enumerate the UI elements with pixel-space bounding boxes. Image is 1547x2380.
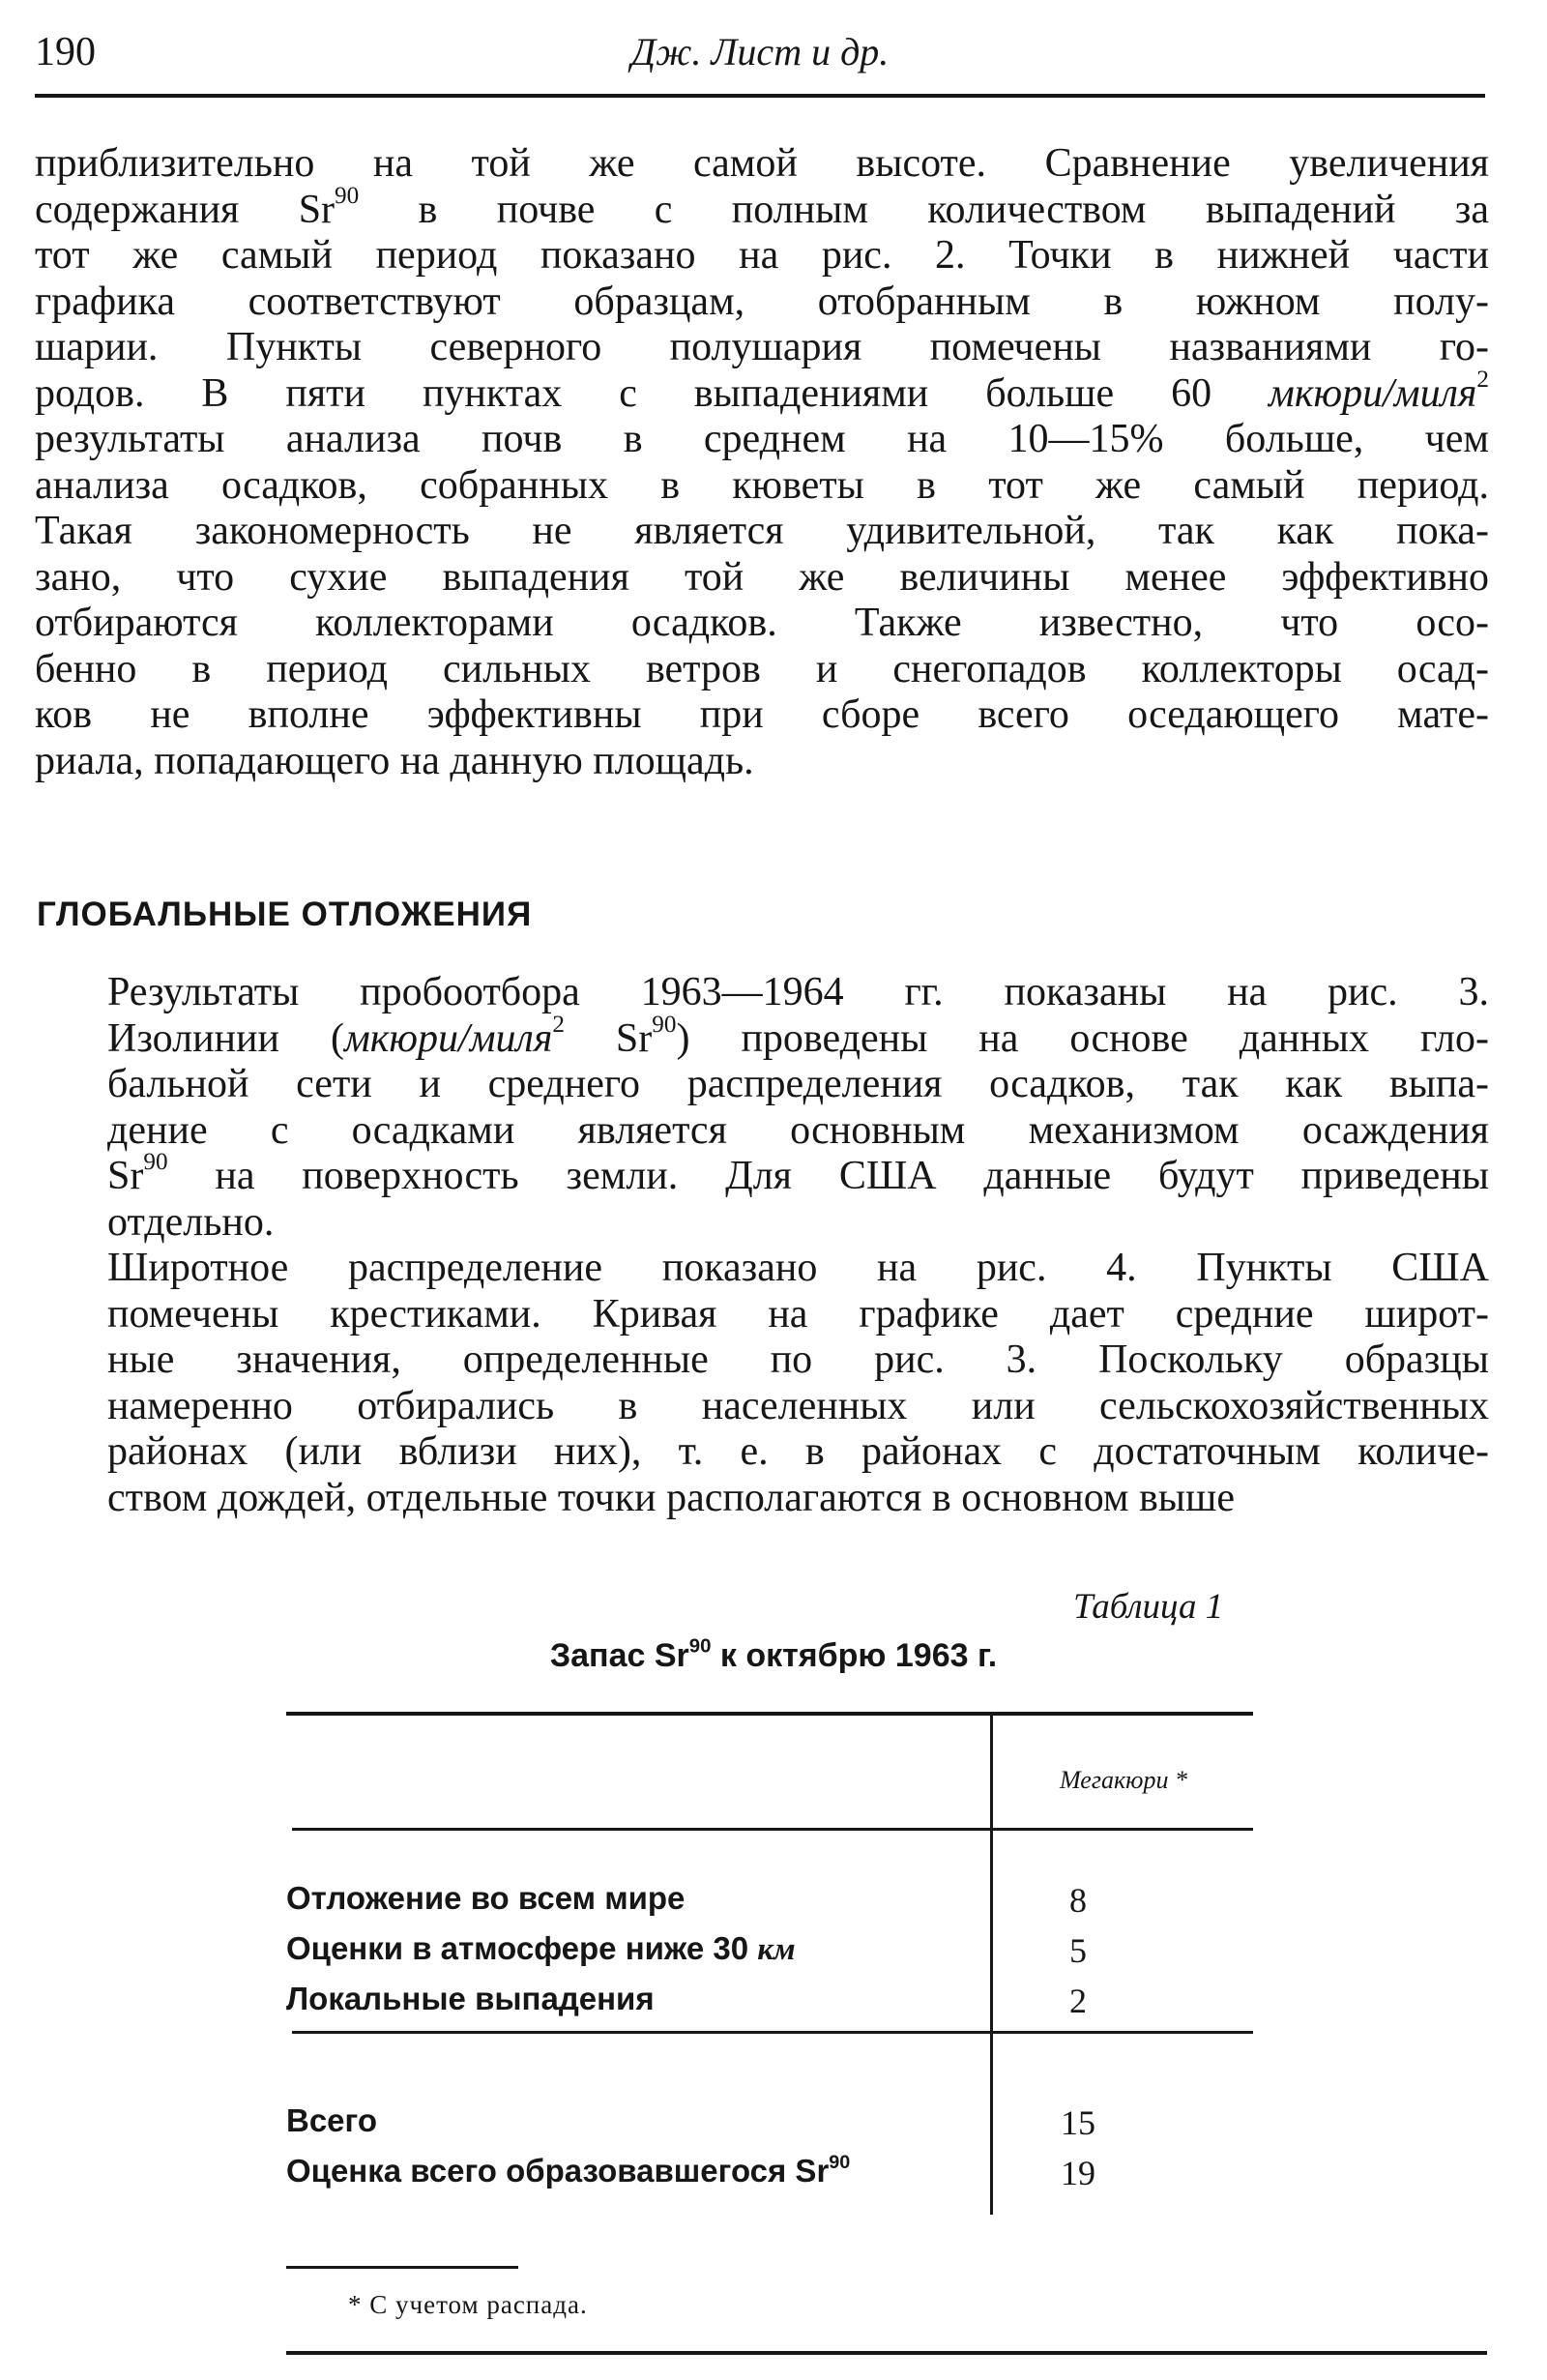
- table-row-value: 2: [1069, 1982, 1087, 2020]
- text-line: содержания Sr$^{90}$ в почве с полным количеством выпадений за: [35, 182, 1489, 232]
- data-table: [286, 1712, 1253, 2215]
- table-row-label: [286, 2153, 982, 2189]
- paragraph-3-text: [35, 1246, 1489, 1521]
- table-row-value: 19: [1061, 2154, 1095, 2192]
- text-line: бенно в период сильных ветров и снегопадов коллекторы осад-: [35, 646, 1489, 691]
- text-line: приблизительно на той же самой высоте. Сравнение увеличения: [35, 141, 1489, 186]
- text-line: отдельно.: [107, 1199, 275, 1245]
- text-line: ков не вполне эффективны при сборе всего оседающего мате-: [35, 692, 1489, 737]
- running-title: Дж. Лист и др.: [630, 30, 890, 73]
- table-row-value: 15: [1061, 2103, 1095, 2142]
- paragraph-2-text: [35, 970, 1489, 1246]
- text-line: риала, попадающего на данную площадь.: [35, 738, 754, 783]
- table-row-label: Отложение во всем мире: [286, 1880, 686, 1916]
- table-top-rule: [286, 1712, 1253, 1716]
- text-line: помечены крестиками. Кривая на графике дает средние широт-: [107, 1291, 1489, 1337]
- paragraph-1-text: [35, 141, 1489, 784]
- table-row-value: 8: [1069, 1881, 1087, 1920]
- table-header-rule: [292, 1828, 1253, 1831]
- text-line: шарии. Пункты северного полушария помечены названиями го-: [35, 325, 1489, 369]
- table-subtotal-rule: [292, 2031, 1253, 2034]
- text-line: графика соответствуют образцам, отобранным в южном полу-: [35, 279, 1489, 324]
- text-line: бальной сети и среднего распределения осадков, так как выпа-: [107, 1062, 1489, 1106]
- text-line: дение с осадками является основным механизмом осаждения: [107, 1107, 1489, 1153]
- table-row-value: 5: [1069, 1931, 1087, 1970]
- text-line: намеренно отбирались в населенных или сельскохозяйственных: [107, 1383, 1489, 1428]
- text-line: родов. В пяти пунктах с выпадениями больше 60 мкюри/миля$^2$: [35, 366, 1489, 416]
- table-row-label: [286, 1930, 982, 1968]
- table-footer-divider: [990, 2033, 993, 2215]
- footnote-rule: [286, 2266, 518, 2269]
- table-title: [0, 1637, 1547, 1675]
- text-line: Такая закономерность не является удивительной, так как пока-: [35, 509, 1489, 553]
- text-line: Широтное распределение показано на рис. 4. Пункты США: [107, 1246, 1489, 1290]
- section-body: [35, 970, 1489, 1521]
- row-label-sup: 90: [829, 2152, 851, 2174]
- text-line: результаты анализа почв в среднем на 10—15% больше, чем: [35, 417, 1489, 461]
- table-caption: Таблица 1: [1073, 1587, 1224, 1627]
- text-line: Изолинии (мкюри/миля$^2$ Sr$^{90}$) проведены на основе данных гло-: [107, 1011, 1489, 1061]
- table-title-suffix: к октябрю 1963 г.: [711, 1637, 998, 1674]
- text-line: Результаты пробоотбора 1963—1964 гг. показаны на рис. 3.: [107, 970, 1489, 1014]
- column-header-megacuries: Мегакюри *: [1060, 1766, 1187, 1794]
- table-row-label: Локальные выпадения: [286, 1981, 655, 2016]
- table-footnote: * С учетом распада.: [348, 2290, 588, 2319]
- page-number: 190: [35, 30, 96, 74]
- text-line: анализа осадков, собранных в кюветы в тот же самый период.: [35, 462, 1489, 508]
- row-label-unit: км: [757, 1932, 796, 1967]
- table-title-sup: 90: [688, 1635, 712, 1658]
- text-line: районах (или вблизи них), т. е. в районах с достаточным количе-: [107, 1429, 1489, 1474]
- table-body-divider: [990, 1830, 993, 2031]
- text-line: отбираются коллекторами осадков. Также известно, что осо-: [35, 601, 1489, 645]
- table-row-label: Всего: [286, 2102, 378, 2138]
- text-line: ные значения, определенные по рис. 3. Поскольку образцы: [107, 1337, 1489, 1382]
- text-line: Sr$^{90}$ на поверхность земли. Для США данные будут приведены: [107, 1148, 1489, 1198]
- header-rule: [35, 94, 1485, 98]
- text-line: ством дождей, отдельные точки располагаются в основном выше: [107, 1475, 1236, 1520]
- text-line: зано, что сухие выпадения той же величины менее эффективно: [35, 554, 1489, 600]
- table-title-prefix: Запас Sr: [549, 1637, 689, 1674]
- row-label-text: Оценка всего образовавшегося Sr: [286, 2153, 830, 2189]
- text-line: тот же самый период показано на рис. 2. Точки в нижней части: [35, 233, 1489, 278]
- row-label-text: Оценки в атмосфере ниже 30: [286, 1930, 758, 1966]
- running-head: [35, 21, 1485, 89]
- bottom-rule: [286, 2351, 1487, 2355]
- paragraph-1: [35, 141, 1489, 784]
- section-heading: ГЛОБАЛЬНЫЕ ОТЛОЖЕНИЯ: [37, 896, 533, 933]
- table-header-divider: [990, 1714, 993, 1828]
